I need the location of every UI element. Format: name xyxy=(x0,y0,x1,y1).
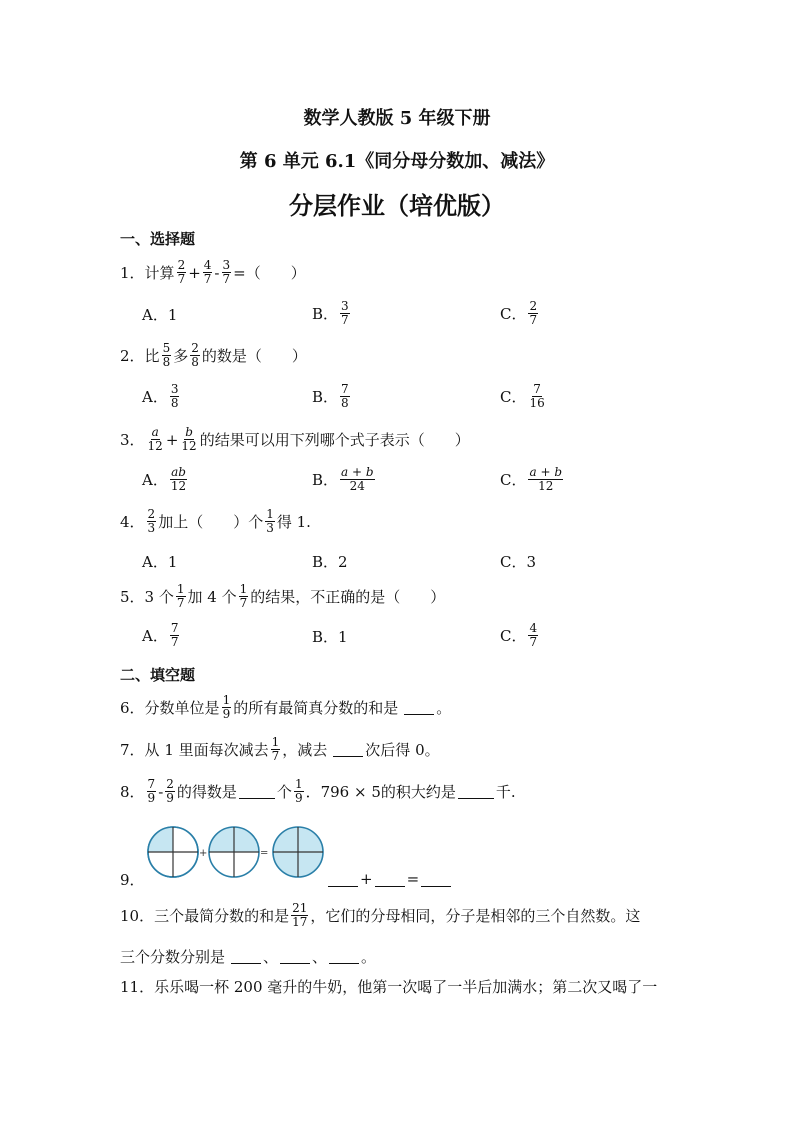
equals-sign: = xyxy=(260,848,269,859)
question-9-answer: + = xyxy=(326,870,453,888)
answer-blank[interactable] xyxy=(404,700,434,715)
question-10-line-1: 10． 三个最简分数的和是 $\frac{21}{17}$ ，它们的分母相同，分子是相邻的三个自然数。这 xyxy=(120,901,641,929)
fraction: $\frac{b}{12}$ xyxy=(181,425,197,453)
question-7: 7． 从 1 里面每次减去 $\frac{1}{7}$ ，减去 次后得 0。 xyxy=(120,735,440,763)
q-num: 1． xyxy=(120,264,145,282)
answer-blank[interactable] xyxy=(329,949,359,964)
doc-title-unit: 第 6 单元 6.1《同分母分数加、减法》 xyxy=(239,151,555,172)
fraction: $\frac{2}{8}$ xyxy=(191,341,199,369)
q3-option-c: C． $\frac{a + b}{12}$ xyxy=(500,465,563,493)
q1-option-a: A．1 xyxy=(142,306,178,324)
fraction: $\frac{a}{12}$ xyxy=(147,425,163,453)
fraction: $\frac{5}{8}$ xyxy=(162,341,171,369)
q2-option-b: B． $\frac{7}{8}$ xyxy=(312,382,349,410)
q4-option-a: A．1 xyxy=(142,553,178,571)
fraction: $\frac{1}{7}$ xyxy=(176,582,185,610)
fraction: $\frac{1}{7}$ xyxy=(271,735,280,763)
fraction: $\frac{1}{3}$ xyxy=(266,507,274,535)
q5-option-c: C． $\frac{4}{7}$ xyxy=(500,621,538,649)
question-8: 8． $\frac{7}{9}$ - $\frac{2}{9}$ 的得数是 个 $\frac{1}{9}$ ．796 × 5的积大约是 千. xyxy=(120,777,516,805)
q4-option-b: B．2 xyxy=(312,553,348,571)
question-10-line-2: 三个分数分别是 、 、 。 xyxy=(120,948,377,966)
circle-one-quarter xyxy=(148,827,198,877)
answer-blank[interactable] xyxy=(333,742,363,757)
plus-sign: + xyxy=(199,848,208,859)
q2-option-c: C． $\frac{7}{16}$ xyxy=(500,382,545,410)
q1-option-b: B． $\frac{3}{7}$ xyxy=(312,299,349,327)
fraction: $\frac{4}{7}$ xyxy=(203,258,212,286)
fraction: $\frac{1}{9}$ xyxy=(294,777,303,805)
fraction: $\frac{2}{7}$ xyxy=(177,258,186,286)
fraction: $\frac{2}{3}$ xyxy=(147,507,156,535)
fraction: $\frac{2}{9}$ xyxy=(166,777,174,805)
question-5: 5． 3 个 $\frac{1}{7}$ 加 4 个 $\frac{1}{7}$ 的结果，不正确的是（ ） xyxy=(120,582,446,610)
fraction: $\frac{7}{9}$ xyxy=(147,777,156,805)
circle-three-quarters xyxy=(273,827,323,877)
fraction: $\frac{1}{7}$ xyxy=(239,582,248,610)
fraction: $\frac{1}{9}$ xyxy=(222,693,231,721)
answer-blank[interactable] xyxy=(280,949,310,964)
doc-title-worksheet: 分层作业（培优版） xyxy=(289,192,505,220)
section-fill: 二、填空题 xyxy=(120,666,196,684)
question-6: 6． 分数单位是 $\frac{1}{9}$ 的所有最简真分数的和是 。 xyxy=(120,693,452,721)
answer-blank[interactable] xyxy=(421,872,451,887)
doc-title-grade: 数学人教版 5 年级下册 xyxy=(303,108,491,129)
q4-option-c: C．3 xyxy=(500,553,537,571)
question-3: 3． $\frac{a}{12}$ + $\frac{b}{12}$ 的结果可以用下列哪个式子表示（ ） xyxy=(120,425,470,453)
circle-half xyxy=(209,827,259,877)
question-4: 4． $\frac{2}{3}$ 加上（ ）个 $\frac{1}{3}$ 得 1. xyxy=(120,507,311,535)
section-choice: 一、选择题 xyxy=(120,230,196,248)
q5-option-b: B．1 xyxy=(312,628,348,646)
question-11: 11． 乐乐喝一杯 200 毫升的牛奶，他第一次喝了一半后加满水；第二次又喝了一 xyxy=(120,978,658,996)
q5-option-a: A． $\frac{7}{7}$ xyxy=(142,621,179,649)
q3-option-b: B． $\frac{a + b}{24}$ xyxy=(312,465,374,493)
answer-blank[interactable] xyxy=(239,784,275,799)
q2-option-a: A． $\frac{3}{8}$ xyxy=(142,382,179,410)
question-2: 2． 比 $\frac{5}{8}$ 多 $\frac{2}{8}$ 的数是（ ） xyxy=(120,341,307,369)
q1-option-c: C． $\frac{2}{7}$ xyxy=(500,299,538,327)
answer-blank[interactable] xyxy=(458,784,494,799)
q3-option-a: A． $\frac{ab}{12}$ xyxy=(142,465,187,493)
fraction: $\frac{3}{7}$ xyxy=(222,258,231,286)
question-1: 1． 计算 $\frac{2}{7}$ + $\frac{4}{7}$ - $\frac{3}{7}$ =（ ） xyxy=(120,258,306,286)
fraction: $\frac{21}{17}$ xyxy=(292,901,308,929)
answer-blank[interactable] xyxy=(375,872,405,887)
answer-blank[interactable] xyxy=(231,949,261,964)
answer-blank[interactable] xyxy=(328,872,358,887)
question-9-number: 9． xyxy=(120,871,145,889)
